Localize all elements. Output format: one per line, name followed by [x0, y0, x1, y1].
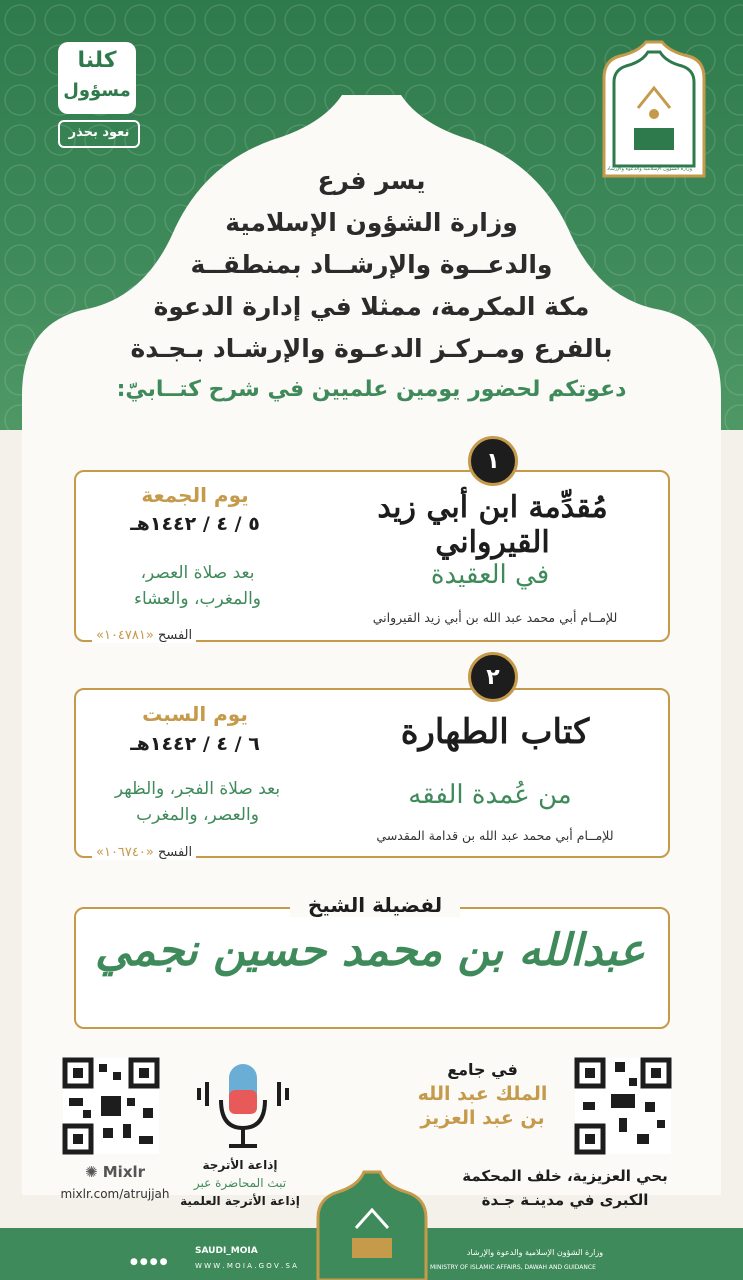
twitter-icon[interactable]: ●: [159, 1257, 170, 1267]
radio-station: إذاعة الأترجة العلمية: [180, 1194, 300, 1208]
ministry-logo: [598, 38, 710, 176]
sheikh-label: لفضيلة الشيخ: [290, 893, 460, 917]
campaign-tagline: نعود بحذر: [58, 120, 140, 148]
invitation-text: دعوتكم لحضور يومين علميين في شرح كتــابيّ:: [116, 377, 627, 402]
mixlr-url[interactable]: mixlr.com/atrujjah: [60, 1187, 170, 1201]
sheikh-name: عبدالله بن محمد حسين نجمي: [95, 925, 645, 976]
session-2-day: يوم السبت: [142, 702, 248, 726]
instagram-icon[interactable]: ●: [139, 1257, 150, 1267]
venue-prefix: في جامع: [447, 1060, 518, 1079]
session-1-fashs-num: «١٠٤٧٨١»: [96, 628, 154, 643]
venue-name1: الملك عبد الله: [417, 1083, 548, 1105]
footer-ministry-ar: وزارة الشؤون الإسلامية والدعوة والإرشاد: [466, 1248, 604, 1257]
headline: [80, 160, 663, 370]
session-2-fashs: [92, 845, 196, 860]
footer-website[interactable]: W W W . M O I A . G O V . S A: [195, 1262, 297, 1270]
youtube-icon[interactable]: ●: [149, 1257, 160, 1267]
mixlr-logo-icon: ✺: [84, 1163, 98, 1181]
session-2-title: كتاب الطهارة: [400, 712, 590, 752]
radio-broadcast: تبث المحاضرة عبر: [193, 1176, 287, 1190]
bottom-mosque-logo-icon: [318, 1168, 426, 1280]
snapchat-icon[interactable]: ●: [130, 1257, 140, 1267]
mixlr-brand-text: Mixlr: [102, 1163, 146, 1181]
radio-name: إذاعة الأترجة: [202, 1158, 278, 1172]
session-2-subtitle: من عُمدة الفقه: [408, 780, 572, 810]
session-number-2: ٢: [468, 652, 518, 702]
session-1-fashs: [92, 628, 196, 643]
campaign-line1: كلنا: [77, 48, 117, 73]
session-1-subtitle: في العقيدة: [430, 560, 550, 590]
venue-name2: بن عبد العزيز: [420, 1107, 545, 1129]
campaign-badge: [58, 42, 136, 114]
session-1-author: للإمــام أبي محمد عبد الله بن أبي زيد القيرواني: [372, 610, 618, 625]
session-2-times: [80, 776, 315, 828]
session-2-time-line2: والعصر، والمغرب: [136, 805, 259, 825]
address-line2: الكبرى في مدينـة جـدة: [481, 1191, 649, 1209]
ministry-seal-text: وزارة الشؤون الإسلامية والدعوة والإرشاد: [606, 166, 692, 172]
session-2-time-line1: بعد صلاة الفجر، والظهر: [114, 779, 281, 799]
session-1-date: ٥ / ٤ / ١٤٤٢هـ: [130, 513, 260, 535]
session-2-author: للإمــام أبي محمد عبد الله بن قدامة المقدسي: [376, 828, 614, 843]
session-1-day: يوم الجمعة: [141, 483, 249, 507]
session-number-1: ١: [468, 436, 518, 486]
headline-line-5: بالفرع ومـركـز الدعـوة والإرشـاد بـجـدة: [130, 334, 613, 363]
session-1-time-line2: والمغرب، والعشاء: [133, 589, 262, 609]
headline-line-4: مكة المكرمة، ممثلا في إدارة الدعوة: [153, 292, 590, 321]
mixlr-brand: [70, 1163, 160, 1181]
session-1-fashs-label: الفسح: [157, 628, 193, 643]
headline-line-1: يسر فرع: [317, 166, 426, 195]
footer-ministry-en: MINISTRY OF ISLAMIC AFFAIRS, DAWAH AND GUIDANCE: [430, 1264, 596, 1271]
headline-line-3: والدعــوة والإرشــاد بمنطقــة: [190, 250, 553, 279]
microphone-icon: [195, 1060, 291, 1156]
campaign-line2: مسؤول: [63, 80, 131, 101]
footer-handle[interactable]: SAUDI_MOIA: [195, 1246, 258, 1256]
address-line1: بحي العزيزية، خلف المحكمة: [462, 1167, 668, 1185]
session-2-fashs-num: «١٠٦٧٤٠»: [96, 845, 154, 860]
session-1-times: [90, 560, 305, 612]
session-1-title: مُقدِّمة ابن أبي زيد القيرواني: [377, 490, 608, 560]
address: [430, 1164, 700, 1212]
social-icons: [130, 1257, 169, 1267]
mosque-logo-icon: [598, 38, 710, 176]
session-1-time-line1: بعد صلاة العصر،: [140, 563, 255, 583]
venue: [400, 1060, 565, 1129]
qr-code-mixlr-icon[interactable]: [63, 1058, 159, 1154]
session-2-date: ٦ / ٤ / ١٤٤٢هـ: [130, 733, 260, 755]
headline-line-2: وزارة الشؤون الإسلامية: [225, 208, 518, 237]
session-2-fashs-label: الفسح: [157, 845, 193, 860]
qr-code-location-icon[interactable]: [575, 1058, 671, 1154]
